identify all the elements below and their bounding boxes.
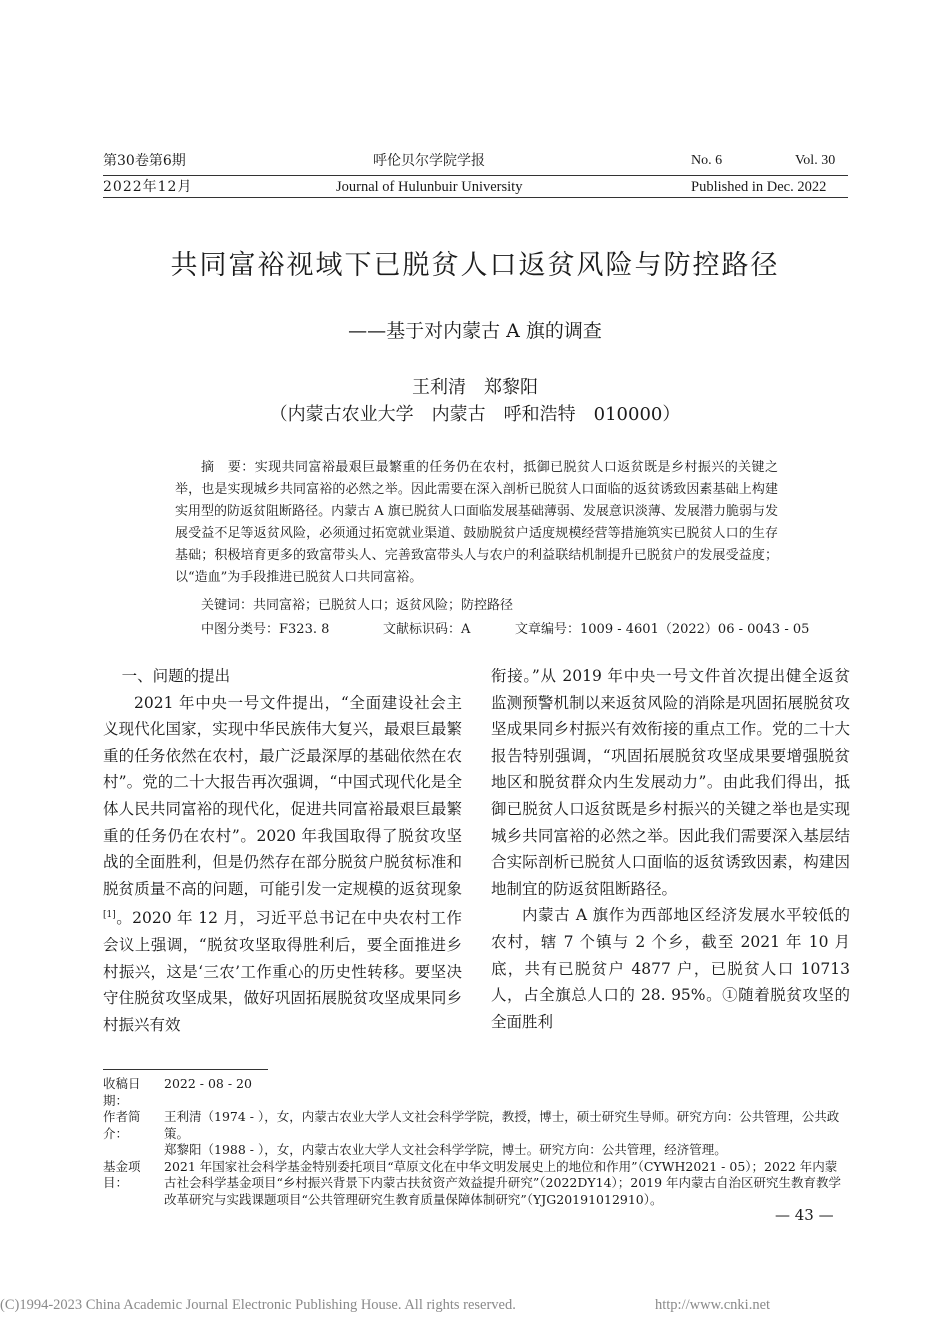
doc-code-line — [383, 619, 470, 641]
author-label: 作者简介： — [103, 1109, 141, 1141]
paragraph: 衔接。”从 2019 年中央一号文件首次提出健全返贫监测预警机制以来返贫风险的消除是巩固拓展脱贫攻坚成果同乡村振兴有效衔接的重点工作。党的二十大报告特别强调，“巩固拓展脱贫攻坚成果要增强脱贫地区和脱贫群众内生发展动力”。由此我们得出，抵御已脱贫人口返贫既是乡村振兴的关键之举也是实现城乡共同富裕的必然之举。因此我们需要深入基层结合实际剖析已脱贫人口面临的返贫诱致因素，构建因地制宜的防返贫阻断路径。 — [491, 667, 850, 898]
body-right-column — [491, 663, 850, 1035]
header-journal-cn: 呼伦贝尔学院学报 — [373, 153, 485, 169]
keywords-label: 关键词： — [201, 598, 254, 613]
abstract-text: 实现共同富裕最艰巨最繁重的任务仍在农村，抵御已脱贫人口返贫既是乡村振兴的关键之举，也是实现城乡共同富裕的必然之举。因此需要在深入剖析已脱贫人口面临的返贫诱致因素基础上构建实用型的防返贫阻断路径。内蒙古 A 旗已脱贫人口面临发展基础薄弱、发展意识淡薄、发展潜力脆弱与发展受益不足等返贫风险，必须通过拓宽就业渠道、鼓励脱贫户适度规模经营等措施筑实已脱贫人口的生存基础；积极培育更多的致富带头人、完善致富带头人与农户的利益联结机制提升已脱贫户的发展受益度；以“造血”为手段推进已脱贫人口共同富裕。 — [175, 460, 778, 585]
paragraph: 内蒙古 A 旗作为西部地区经济发展水平较低的农村，辖 7 个镇与 2 个乡，截至 2021 年 10 月底，共有已脱贫户 4877 户，已脱贫人口 10713 人，占全旗总人口的 28. 95%。①随着脱贫攻坚的全面胜利 — [491, 906, 850, 1031]
affiliation: （内蒙古农业大学 内蒙古 呼和浩特 010000） — [269, 404, 681, 425]
header-published: Published in Dec. 2022 — [691, 179, 827, 195]
clc-code: F323. 8 — [279, 622, 330, 637]
footnote-rule — [103, 1069, 268, 1070]
page-number: — 43 — — [775, 1206, 834, 1224]
paragraph — [103, 690, 462, 1039]
doc-code: A — [461, 622, 471, 637]
paragraph-text: 2021 年中央一号文件提出，“全面建设社会主义现代化国家，实现中华民族伟大复兴，最艰巨最繁重的任务依然在农村，最广泛最深厚的基础依然在农村”。党的二十大报告再次强调，“中国式现代化是全体人民共同富裕的现代化，促进共同富裕最艰巨最繁重的任务仍在农村”。2020 年我国取得了脱贫攻坚战的全面胜利，但是仍然存在部分脱贫户脱贫标准和脱贫质量不高的问题，可能引发一定规模的返贫现象 — [103, 693, 462, 898]
received-row — [103, 1076, 848, 1109]
clc-label: 中图分类号： — [201, 622, 280, 637]
fund-text: 2021 年国家社会科学基金特别委托项目“草原文化在中华文明发展史上的地位和作用”（CYWH2021 - 05）；2022 年内蒙古社会科学基金项目“乡村振兴背景下内蒙古扶贫资产效益提升研究”（2022DY14）；2019 年内蒙古自治区研究生教育教学改革研究与实践课题项目“公共管理研究生教育质量保障体制研究”（YJG20191012910）。 — [164, 1158, 842, 1207]
header-journal-en: Journal of Hulunbuir University — [336, 179, 523, 195]
received-label: 收稿日期： — [103, 1076, 141, 1108]
doc-code-label: 文献标识码： — [383, 622, 462, 637]
footnotes — [103, 1076, 848, 1208]
classification-line — [201, 619, 329, 641]
abstract — [175, 457, 778, 589]
header-date: 2022年12月 — [103, 179, 193, 195]
author-bio-1: 王利清（1974 - ），女，内蒙古农业大学人文社会科学学院，教授，博士，硕士研究生导师。研究方向：公共管理，公共政策。 — [164, 1109, 840, 1141]
body-left-column — [103, 663, 462, 1038]
copyright-footer: (C)1994-2023 China Academic Journal Electronic Publishing House. All rights reserved. — [0, 1297, 516, 1313]
article-subtitle: ——基于对内蒙古 A 旗的调查 — [348, 320, 602, 342]
fund-row — [103, 1159, 848, 1209]
citation-ref: [1] — [103, 910, 116, 921]
header-issue: 第30卷第6期 — [103, 153, 186, 169]
header-rule-top — [103, 175, 848, 176]
author-row-2 — [103, 1142, 848, 1159]
article-number-line — [515, 619, 809, 641]
received-date: 2022 - 08 - 20 — [164, 1076, 252, 1091]
keywords-line — [175, 595, 778, 617]
abstract-label: 摘 要： — [201, 460, 255, 475]
paragraph-text-cont: 。2020 年 12 月，习近平总书记在中央农村工作会议上强调，“脱贫攻坚取得胜利后，要全面推进乡村振兴，这是‘三农’工作重心的历史性转移。要坚决守住脱贫攻坚成果，做好巩固拓展脱贫攻坚成果同乡村振兴有效 — [103, 909, 462, 1034]
footer-url[interactable]: http://www.cnki.net — [655, 1297, 771, 1313]
article-number-label: 文章编号： — [515, 622, 581, 637]
article-number: 1009 - 4601（2022）06 - 0043 - 05 — [580, 622, 810, 637]
header-rule-bottom — [103, 197, 848, 198]
article-title: 共同富裕视域下已脱贫人口返贫风险与防控路径 — [170, 250, 780, 281]
keywords: 共同富裕；已脱贫人口；返贫风险；防控路径 — [253, 598, 514, 613]
section-title: 一、问题的提出 — [121, 667, 231, 685]
author-bio-2: 郑黎阳（1988 - ），女，内蒙古农业大学人文社会科学学院，博士。研究方向：公共管理，经济管理。 — [164, 1142, 727, 1157]
fund-label: 基金项目： — [103, 1158, 141, 1190]
header-volume: Vol. 30 — [795, 153, 836, 168]
header-number: No. 6 — [691, 153, 723, 168]
author-row — [103, 1109, 848, 1142]
authors: 王利清 郑黎阳 — [412, 377, 538, 398]
